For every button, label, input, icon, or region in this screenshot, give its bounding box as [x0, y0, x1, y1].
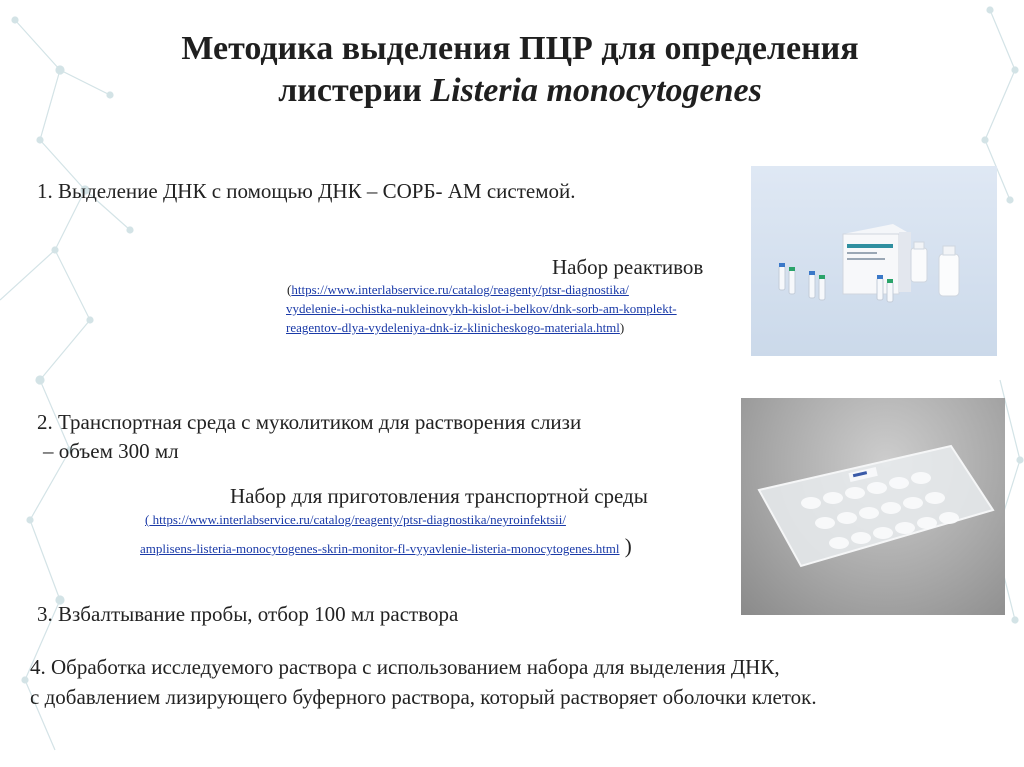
- title-line-1: Методика выделения ПЦР для определения: [181, 30, 859, 67]
- step-1-text: 1. Выделение ДНК с помощью ДНК – СОРБ- АМ системой.: [37, 179, 576, 203]
- step-2-kit-label: Набор для приготовления транспортной среды: [230, 484, 648, 508]
- step-2-link-part-2[interactable]: amplisens-listeria-monocytogenes-skrin-monitor-fl-vyyavlenie-listeria-monocytogenes.html: [140, 541, 620, 556]
- reagent-kit-photo: [751, 166, 997, 356]
- step-1-link-part-3[interactable]: reagentov-dlya-vydeleniya-dnk-iz-klinicheskogo-materiala.html: [286, 320, 620, 335]
- link-close-paren: ): [619, 534, 632, 558]
- title-species: Listeria monocytogenes: [430, 72, 762, 109]
- step-2-link-line-1: [145, 510, 566, 529]
- step-2-line-2: – объем 300 мл: [43, 439, 179, 463]
- slide-title: [60, 28, 980, 112]
- step-1-kit-label: Набор реактивов: [552, 255, 704, 279]
- step-1-link-line-2: [286, 299, 677, 318]
- link-close-paren: ): [619, 320, 625, 335]
- step-2-link-text-1: https://www.interlabservice.ru/catalog/reagenty/ptsr-diagnostika/neyroinfektsii/: [149, 512, 566, 527]
- step-2-link-line-2: [140, 534, 632, 558]
- step-1-link-line-1: [287, 280, 629, 299]
- step-4-line-1: 4. Обработка исследуемого раствора с использованием набора для выделения ДНК,: [30, 655, 780, 679]
- title-plain: листерии: [278, 72, 431, 109]
- step-2-link-part-1[interactable]: [145, 512, 566, 527]
- step-1-link-line-3: [286, 318, 624, 337]
- transport-medium-bag-photo: [741, 398, 1005, 615]
- step-1-link-part-2[interactable]: vydelenie-i-ochistka-nukleinovykh-kislot-i-belkov/dnk-sorb-am-komplekt-: [286, 301, 677, 316]
- step-3-text: 3. Взбалтывание пробы, отбор 100 мл раствора: [37, 602, 459, 626]
- step-4-line-2: с добавлением лизирующего буферного раствора, который растворяет оболочки клеток.: [30, 685, 817, 709]
- transport-bag-illustration: [741, 398, 1005, 615]
- link-open-paren: (: [145, 512, 150, 527]
- reagent-kit-illustration: [751, 166, 997, 356]
- title-line-2: [60, 70, 980, 112]
- step-2-line-1: 2. Транспортная среда с муколитиком для растворения слизи: [37, 410, 582, 434]
- link-open-paren: (: [287, 282, 292, 297]
- step-1-link-part-1[interactable]: https://www.interlabservice.ru/catalog/reagenty/ptsr-diagnostika/: [291, 282, 629, 297]
